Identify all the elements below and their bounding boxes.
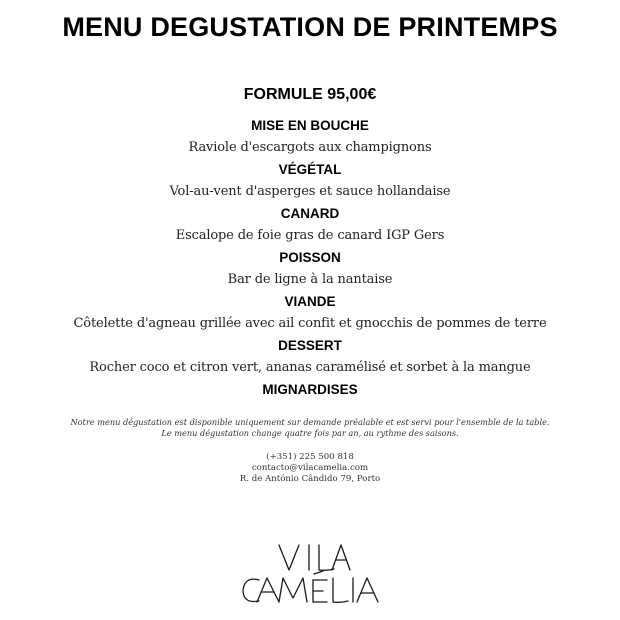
course-name: MISE EN BOUCHE bbox=[251, 118, 369, 133]
course-description: Bar de ligne à la nantaise bbox=[227, 272, 393, 287]
course-name: MIGNARDISES bbox=[262, 382, 358, 397]
note-line: Notre menu dégustation est disponible uniquement sur demande préalable et est servi pour l'ensemble de la table. bbox=[70, 417, 550, 427]
course-description: Vol-au-vent d'asperges et sauce hollandaise bbox=[169, 184, 451, 199]
contact-block bbox=[0, 452, 620, 485]
contact-email: contacto@vilacamelia.com bbox=[251, 463, 369, 473]
course-description: Escalope de foie gras de canard IGP Gers bbox=[175, 228, 445, 243]
course-description: Côtelette d'agneau grillée avec ail confit et gnocchis de pommes de terre bbox=[73, 316, 547, 331]
vila-camelia-logo bbox=[237, 540, 383, 608]
course-mise-en-bouche bbox=[0, 117, 620, 157]
course-list bbox=[0, 117, 620, 403]
note-line: Le menu dégustation change quatre fois par an, au rythme des saisons. bbox=[161, 427, 459, 438]
course-name: DESSERT bbox=[278, 338, 342, 353]
contact-address: R. de António Cândido 79, Porto bbox=[239, 474, 381, 484]
course-name: VÉGÉTAL bbox=[278, 162, 342, 177]
course-vegetal bbox=[0, 161, 620, 201]
course-description: Rocher coco et citron vert, ananas caramélisé et sorbet à la mangue bbox=[89, 360, 531, 375]
course-name: VIANDE bbox=[284, 294, 336, 309]
course-name: CANARD bbox=[280, 206, 340, 221]
course-mignardises bbox=[0, 381, 620, 399]
course-viande bbox=[0, 293, 620, 333]
menu-price: FORMULE 95,00€ bbox=[243, 86, 377, 103]
course-dessert bbox=[0, 337, 620, 377]
course-poisson bbox=[0, 249, 620, 289]
logo-word-camelia bbox=[243, 571, 378, 602]
course-name: POISSON bbox=[279, 250, 341, 265]
logo-word-vila bbox=[279, 545, 350, 570]
course-canard bbox=[0, 205, 620, 245]
menu-note bbox=[0, 417, 620, 438]
contact-phone: (+351) 225 500 818 bbox=[266, 452, 354, 462]
course-description: Raviole d'escargots aux champignons bbox=[188, 140, 432, 155]
menu-title: MENU DEGUSTATION DE PRINTEMPS bbox=[62, 12, 558, 42]
